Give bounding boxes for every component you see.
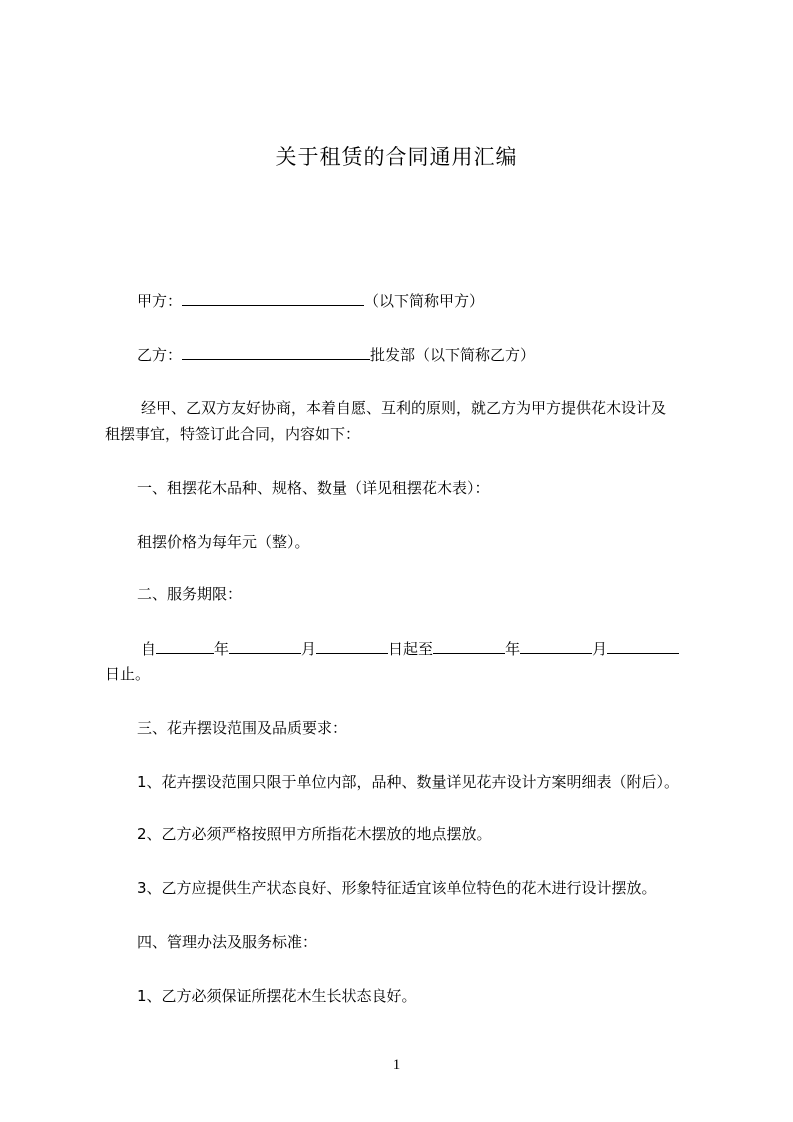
end-day-blank	[607, 638, 679, 654]
start-day-to-label: 日起至	[388, 640, 434, 658]
end-month-label: 月	[592, 640, 608, 658]
period-end-label: 日止。	[105, 665, 151, 683]
start-year-blank	[156, 638, 214, 654]
start-day-blank	[316, 638, 388, 654]
party-a-suffix: （以下简称甲方）	[364, 292, 485, 310]
party-b-line	[137, 344, 535, 365]
page-number: 1	[392, 1057, 401, 1073]
document-title: 关于租赁的合同通用汇编	[275, 145, 518, 169]
section-3-item-2: 2、乙方必须严格按照甲方所指花木摆放的地点摆放。	[137, 825, 492, 843]
intro-line-2: 租摆事宜，特签订此合同，内容如下：	[105, 425, 361, 443]
end-year-label: 年	[505, 640, 521, 658]
intro-line-1: 经甲、乙双方友好协商，本着自愿、互利的原则，就乙方为甲方提供花木设计及	[141, 399, 667, 417]
rental-price-line: 租摆价格为每年元（整）。	[137, 533, 310, 551]
section-2-heading: 二、服务期限：	[137, 585, 243, 603]
end-month-blank	[520, 638, 592, 654]
section-3-heading: 三、花卉摆设范围及品质要求：	[137, 719, 348, 737]
service-period-line	[141, 638, 679, 659]
party-b-label: 乙方：	[137, 346, 183, 364]
party-b-suffix: 批发部（以下简称乙方）	[370, 346, 536, 364]
party-a-blank	[182, 290, 364, 306]
start-month-blank	[229, 638, 301, 654]
end-year-blank	[433, 638, 505, 654]
period-from-label: 自	[141, 640, 157, 658]
section-4-item-1: 1、乙方必须保证所摆花木生长状态良好。	[137, 987, 417, 1005]
start-month-label: 月	[301, 640, 317, 658]
party-b-blank	[182, 344, 370, 360]
party-a-line	[137, 290, 484, 311]
start-year-label: 年	[214, 640, 230, 658]
section-1-heading: 一、租摆花木品种、规格、数量（详见租摆花木表）：	[137, 479, 490, 497]
section-4-heading: 四、管理办法及服务标准：	[137, 933, 318, 951]
party-a-label: 甲方：	[137, 292, 183, 310]
section-3-item-1: 1、花卉摆设范围只限于单位内部，品种、数量详见花卉设计方案明细表（附后）。	[137, 773, 680, 791]
section-3-item-3: 3、乙方应提供生产状态良好、形象特征适宜该单位特色的花木进行设计摆放。	[137, 879, 657, 897]
